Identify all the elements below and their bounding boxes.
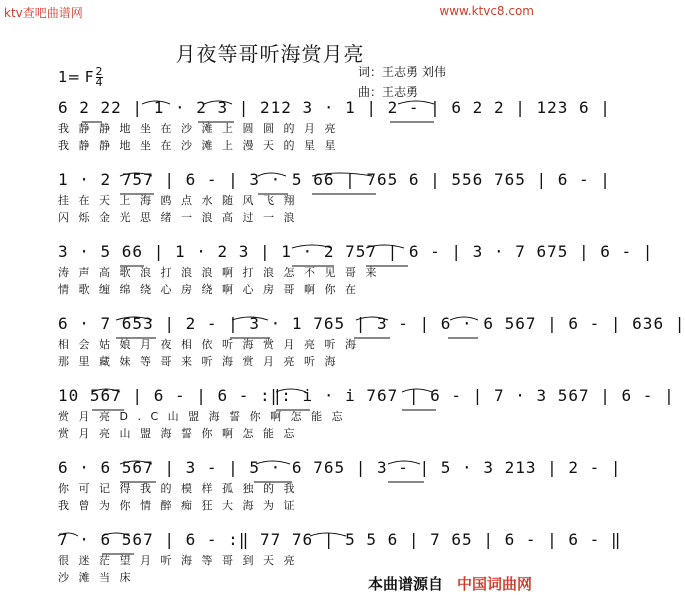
lyric-line-2: 情歌缠绵绕心房绕啊心房哥啊你在 bbox=[58, 283, 366, 296]
notation-line: 6 2 22 | 1 · 2 3 | 212 3 · 1 | 2 - | 6 2 2 | 123 6 | bbox=[58, 98, 611, 117]
key-signature bbox=[58, 67, 103, 88]
score-system-2 bbox=[58, 170, 611, 226]
notation-line: 7 · 6 567 | 6 - :‖ 77 76 | 5 5 6 | 7 65 | 6 - | 6 - ‖ bbox=[58, 530, 622, 549]
lyric-line-2: 我静静地坐在沙滩上漫天的星星 bbox=[58, 139, 345, 152]
lyric-line-2: 赏月亮山盟海誓你啊怎能忘 bbox=[58, 427, 304, 440]
lyric-line-1: 赏月亮D.C山盟海誓你啊怎能忘 bbox=[58, 410, 353, 423]
song-title: 月夜等哥听海赏月亮 bbox=[175, 42, 365, 66]
composer-credit: 曲：王志勇 bbox=[358, 85, 419, 99]
lyric-line-2: 沙滩当床 bbox=[58, 571, 140, 584]
footer-credit bbox=[368, 573, 532, 594]
lyric-line-1: 涛声高歌浪打浪浪啊打浪怎不见哥来 bbox=[58, 266, 386, 279]
lyric-line-1: 我静静地坐在沙滩上圆圆的月亮 bbox=[58, 122, 345, 135]
score-system-1 bbox=[58, 98, 611, 154]
time-numerator: 2 bbox=[95, 65, 103, 78]
score-system-3 bbox=[58, 242, 654, 298]
lyric-line-1: 很迷茫望月听海等哥到天亮 bbox=[58, 554, 304, 567]
score-system-6 bbox=[58, 458, 622, 514]
time-signature bbox=[96, 67, 103, 88]
notation-line: 6 · 6 567 | 3 - | 5 · 6 765 | 3 - | 5 · 3 213 | 2 - | bbox=[58, 458, 622, 477]
notation-line: 3 · 5 66 | 1 · 2 3 | 1 · 2 757 | 6 - | 3 · 7 675 | 6 - | bbox=[58, 242, 654, 261]
lyric-line-2: 我曾为你情醉痴狂大海为证 bbox=[58, 499, 304, 512]
score-system-4 bbox=[58, 314, 685, 370]
key-label: 1= F bbox=[58, 68, 94, 86]
time-denominator: 4 bbox=[95, 76, 103, 89]
watermark-left: ktv查吧曲谱网 bbox=[4, 6, 83, 20]
lyric-line-2: 闪烁金光思绪一浪高过一浪 bbox=[58, 211, 304, 224]
notation-line: 10 567 | 6 - | 6 - :‖: i · i 767 | 6 - | 7 · 3 567 | 6 - | bbox=[58, 386, 675, 405]
notation-line: 6 · 7 653 | 2 - | 3 · 1 765 | 3 - | 6 · 6 567 | 6 - | 636 | bbox=[58, 314, 685, 333]
lyric-line-1: 相会姑娘月夜相依听海赏月亮听海 bbox=[58, 338, 366, 351]
footer-site-link[interactable]: 中国词曲网 bbox=[456, 575, 532, 593]
notation-line: 1 · 2 757 | 6 - | 3 · 5 66 | 765 6 | 556 765 | 6 - | bbox=[58, 170, 611, 189]
lyric-line-1: 你可记得我的模样孤独的我 bbox=[58, 482, 304, 495]
lyricist-credit: 词：王志勇 刘伟 bbox=[358, 65, 446, 79]
watermark-right: www.ktvc8.com bbox=[439, 4, 534, 18]
score-system-5 bbox=[58, 386, 675, 442]
footer-source-label: 本曲谱源自 bbox=[367, 575, 443, 593]
lyric-line-2: 那里藏妹等哥来听海赏月亮听海 bbox=[58, 355, 345, 368]
credits bbox=[358, 62, 446, 102]
lyric-line-1: 挂在天上海鸥点水随风飞翔 bbox=[58, 194, 304, 207]
